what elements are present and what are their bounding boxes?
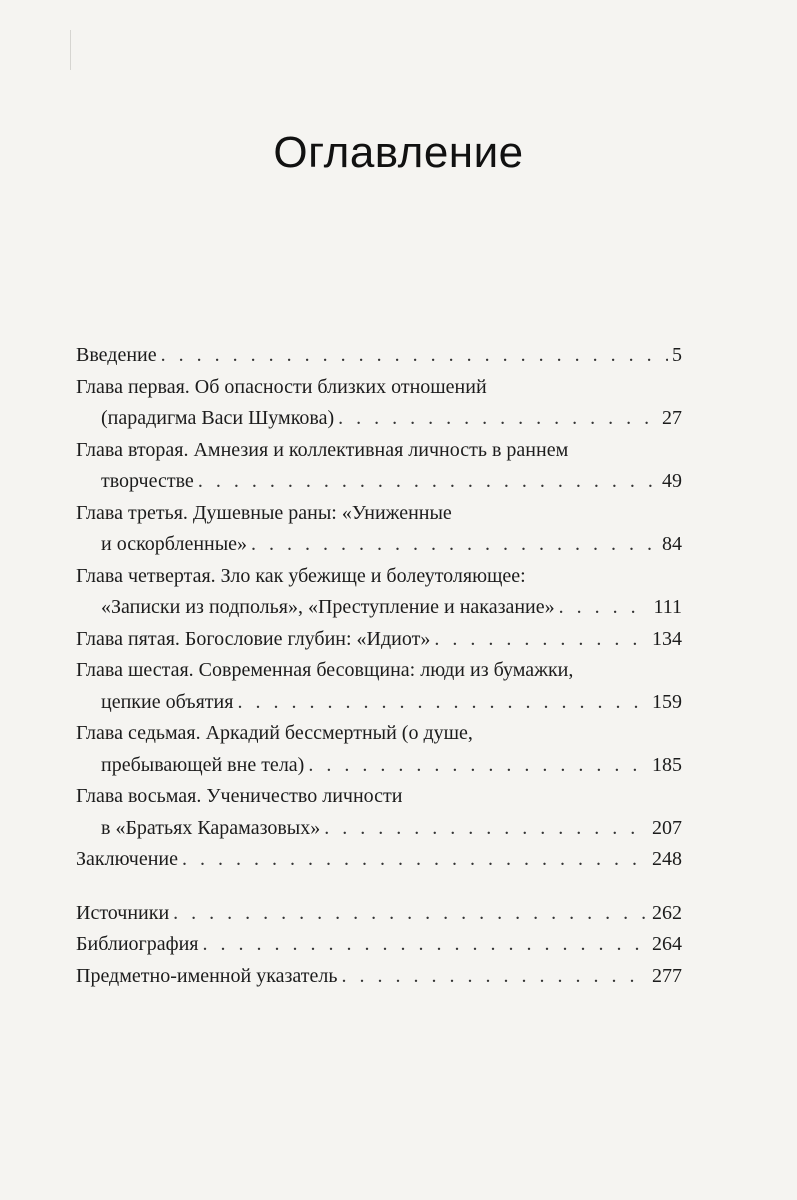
toc-entry-title: Глава шестая. Современная бесовщина: люди из бумажки, [76,659,574,681]
table-of-contents [76,340,682,992]
toc-entry-chapter-8[interactable] [76,781,682,844]
toc-entry-title: Источники [76,901,170,924]
toc-entry-subtitle: и оскорбленные» [101,533,248,555]
toc-page-number: 159 [652,690,682,713]
toc-entry-title: Предметно-именной указатель [76,964,338,987]
toc-page-number: 5 [672,344,682,366]
toc-entry-sources[interactable] [76,898,682,930]
toc-entry-introduction[interactable] [76,340,682,372]
dot-leader [237,687,648,719]
toc-entry-title: Библиография [76,933,199,955]
dot-leader [251,529,658,561]
toc-page-number: 248 [652,848,682,870]
toc-entry-title: Глава вторая. Амнезия и коллективная личность в раннем [76,438,569,461]
toc-page-number: 111 [653,596,682,618]
toc-page-number: 264 [652,933,682,955]
toc-page-number: 27 [662,407,682,429]
toc-page-number: 134 [652,627,682,650]
toc-entry-title: Глава третья. Душевные раны: «Униженные [76,501,452,524]
toc-entry-chapter-5[interactable] [76,624,682,656]
toc-entry-title: Заключение [76,848,178,870]
toc-entry-index[interactable] [76,961,682,993]
toc-page-number: 185 [652,753,682,776]
toc-entry-title: Введение [76,344,157,366]
dot-leader [198,466,658,498]
toc-entry-subtitle: «Записки из подполья», «Преступление и наказание» [101,596,555,618]
toc-entry-subtitle: в «Братьях Карамазовых» [101,816,321,839]
toc-entry-subtitle: пребывающей вне тела) [101,753,305,776]
toc-entry-conclusion[interactable] [76,844,682,876]
dot-leader [324,813,648,845]
toc-entry-subtitle: цепкие объятия [101,690,234,713]
page-title: Оглавление [273,128,524,177]
toc-page-number: 277 [652,964,682,987]
toc-entry-chapter-3[interactable] [76,498,682,561]
toc-entry-chapter-7[interactable] [76,718,682,781]
header-rule [70,30,71,70]
toc-entry-chapter-1[interactable] [76,372,682,435]
dot-leader [161,340,668,372]
dot-leader [308,750,648,782]
toc-entry-title: Глава четвертая. Зло как убежище и болеутоляющее: [76,564,526,587]
toc-entry-bibliography[interactable] [76,929,682,961]
toc-page-number: 84 [662,533,682,555]
toc-page-number: 49 [662,470,682,492]
toc-entry-chapter-4[interactable] [76,561,682,624]
toc-page-number: 207 [652,816,682,839]
dot-leader [559,592,650,624]
toc-entry-chapter-2[interactable] [76,435,682,498]
toc-entry-subtitle: творчестве [101,470,194,492]
toc-entry-title: Глава пятая. Богословие глубин: «Идиот» [76,627,431,650]
toc-entry-subtitle: (парадигма Васи Шумкова) [101,407,335,429]
dot-leader [203,929,649,961]
toc-entry-title: Глава первая. Об опасности близких отношений [76,375,487,398]
dot-leader [341,961,648,993]
dot-leader [338,403,658,435]
toc-page-number: 262 [652,901,682,924]
toc-entry-title: Глава седьмая. Аркадий бессмертный (о душе, [76,722,473,744]
dot-leader [173,898,648,930]
toc-entry-title: Глава восьмая. Ученичество личности [76,785,403,807]
dot-leader [182,844,648,876]
dot-leader [434,624,648,656]
toc-entry-chapter-6[interactable] [76,655,682,718]
